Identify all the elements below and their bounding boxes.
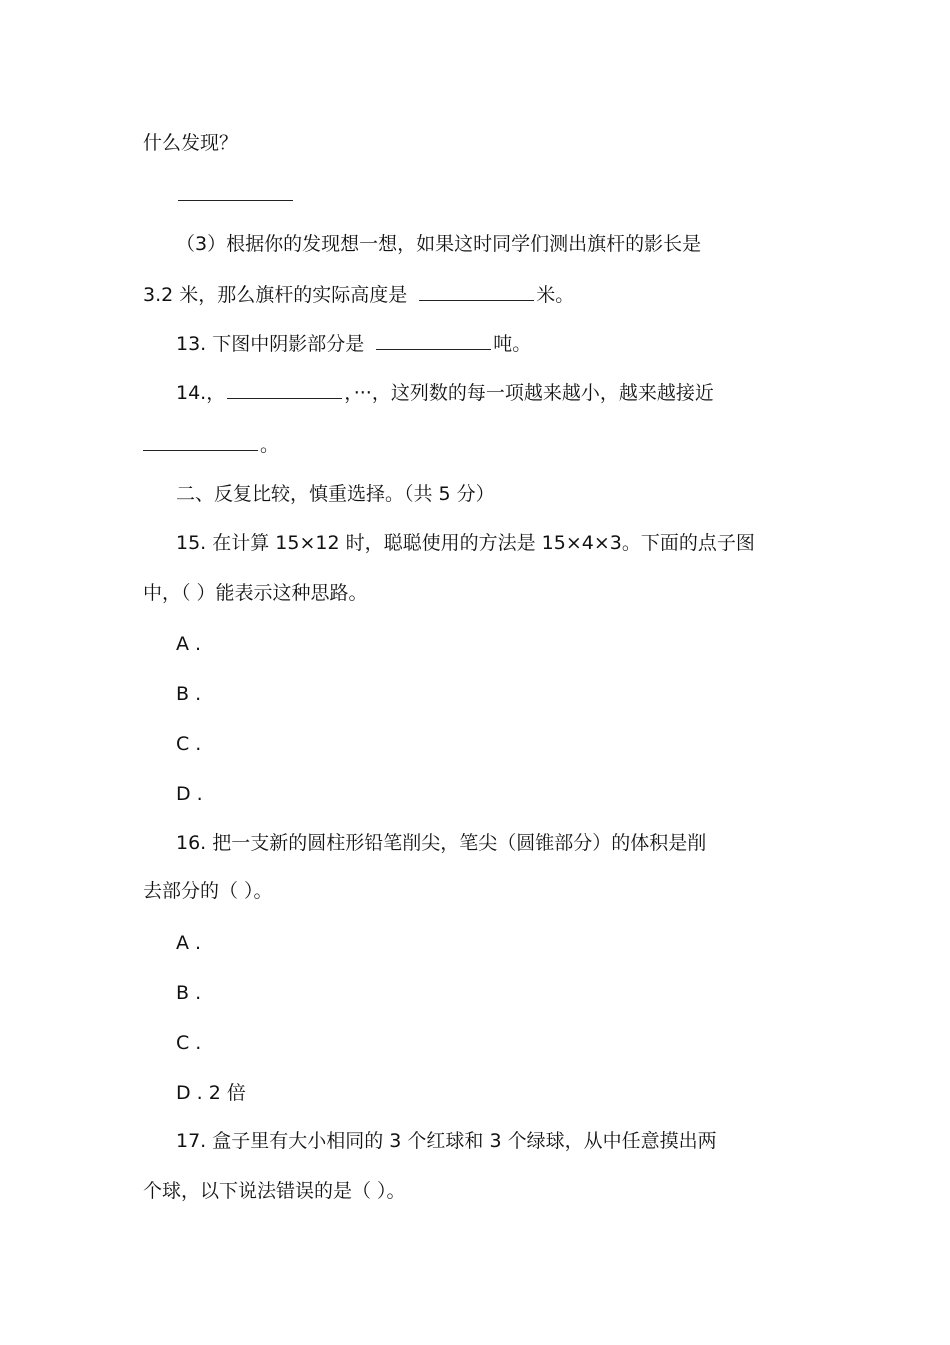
q16-line1: 16. 把一支新的圆柱形铅笔削尖，笔尖（圆锥部分）的体积是削	[176, 832, 707, 854]
q14-prefix: 14.，	[176, 382, 226, 404]
q17-line1: 17. 盒子里有大小相同的 3 个红球和 3 个绿球，从中任意摸出两	[176, 1130, 717, 1152]
q12-part3-unit: 米。	[536, 284, 575, 306]
answer-blank	[419, 282, 534, 301]
q15-line1: 15. 在计算 15×12 时，聪聪使用的方法是 15×4×3。下面的点子图	[176, 532, 755, 554]
q16-option-a[interactable]: A .	[176, 932, 202, 954]
q16-option-d[interactable]: D . 2 倍	[176, 1082, 246, 1104]
q13-text: 13. 下图中阴影部分是	[176, 333, 365, 355]
q15-line2: 中，（ ）能表示这种思路。	[143, 582, 368, 604]
answer-blank	[143, 432, 258, 451]
q12-part3-line1: （3）根据你的发现想一想，如果这时同学们测出旗杆的影长是	[176, 233, 702, 255]
q14-line2	[143, 432, 279, 458]
q13-unit: 吨。	[493, 333, 532, 355]
q15-option-d[interactable]: D .	[176, 783, 203, 805]
q15-option-a[interactable]: A .	[176, 633, 202, 655]
q12-part3-line2	[143, 282, 574, 308]
answer-blank	[376, 331, 491, 350]
q12-answer-blank	[176, 182, 295, 208]
q15-option-b[interactable]: B .	[176, 683, 202, 705]
q12-continuation: 什么发现？	[143, 132, 239, 154]
q15-option-c[interactable]: C .	[176, 733, 202, 755]
q16-option-b[interactable]: B .	[176, 982, 202, 1004]
q12-part3-text: 3.2 米，那么旗杆的实际高度是	[143, 284, 408, 306]
q14-text: ，···，这列数的每一项越来越小，越来越接近	[344, 382, 714, 404]
q13-line	[176, 331, 531, 357]
answer-blank	[178, 182, 293, 201]
q17-line2: 个球，以下说法错误的是（ ）。	[143, 1180, 406, 1202]
q16-line2: 去部分的（ ）。	[143, 880, 273, 902]
q14-line1	[176, 380, 714, 406]
answer-blank	[227, 380, 342, 399]
q16-option-c[interactable]: C .	[176, 1032, 202, 1054]
section-heading: 二、反复比较，慎重选择。（共 5 分）	[176, 483, 495, 505]
q14-end: 。	[260, 434, 280, 456]
